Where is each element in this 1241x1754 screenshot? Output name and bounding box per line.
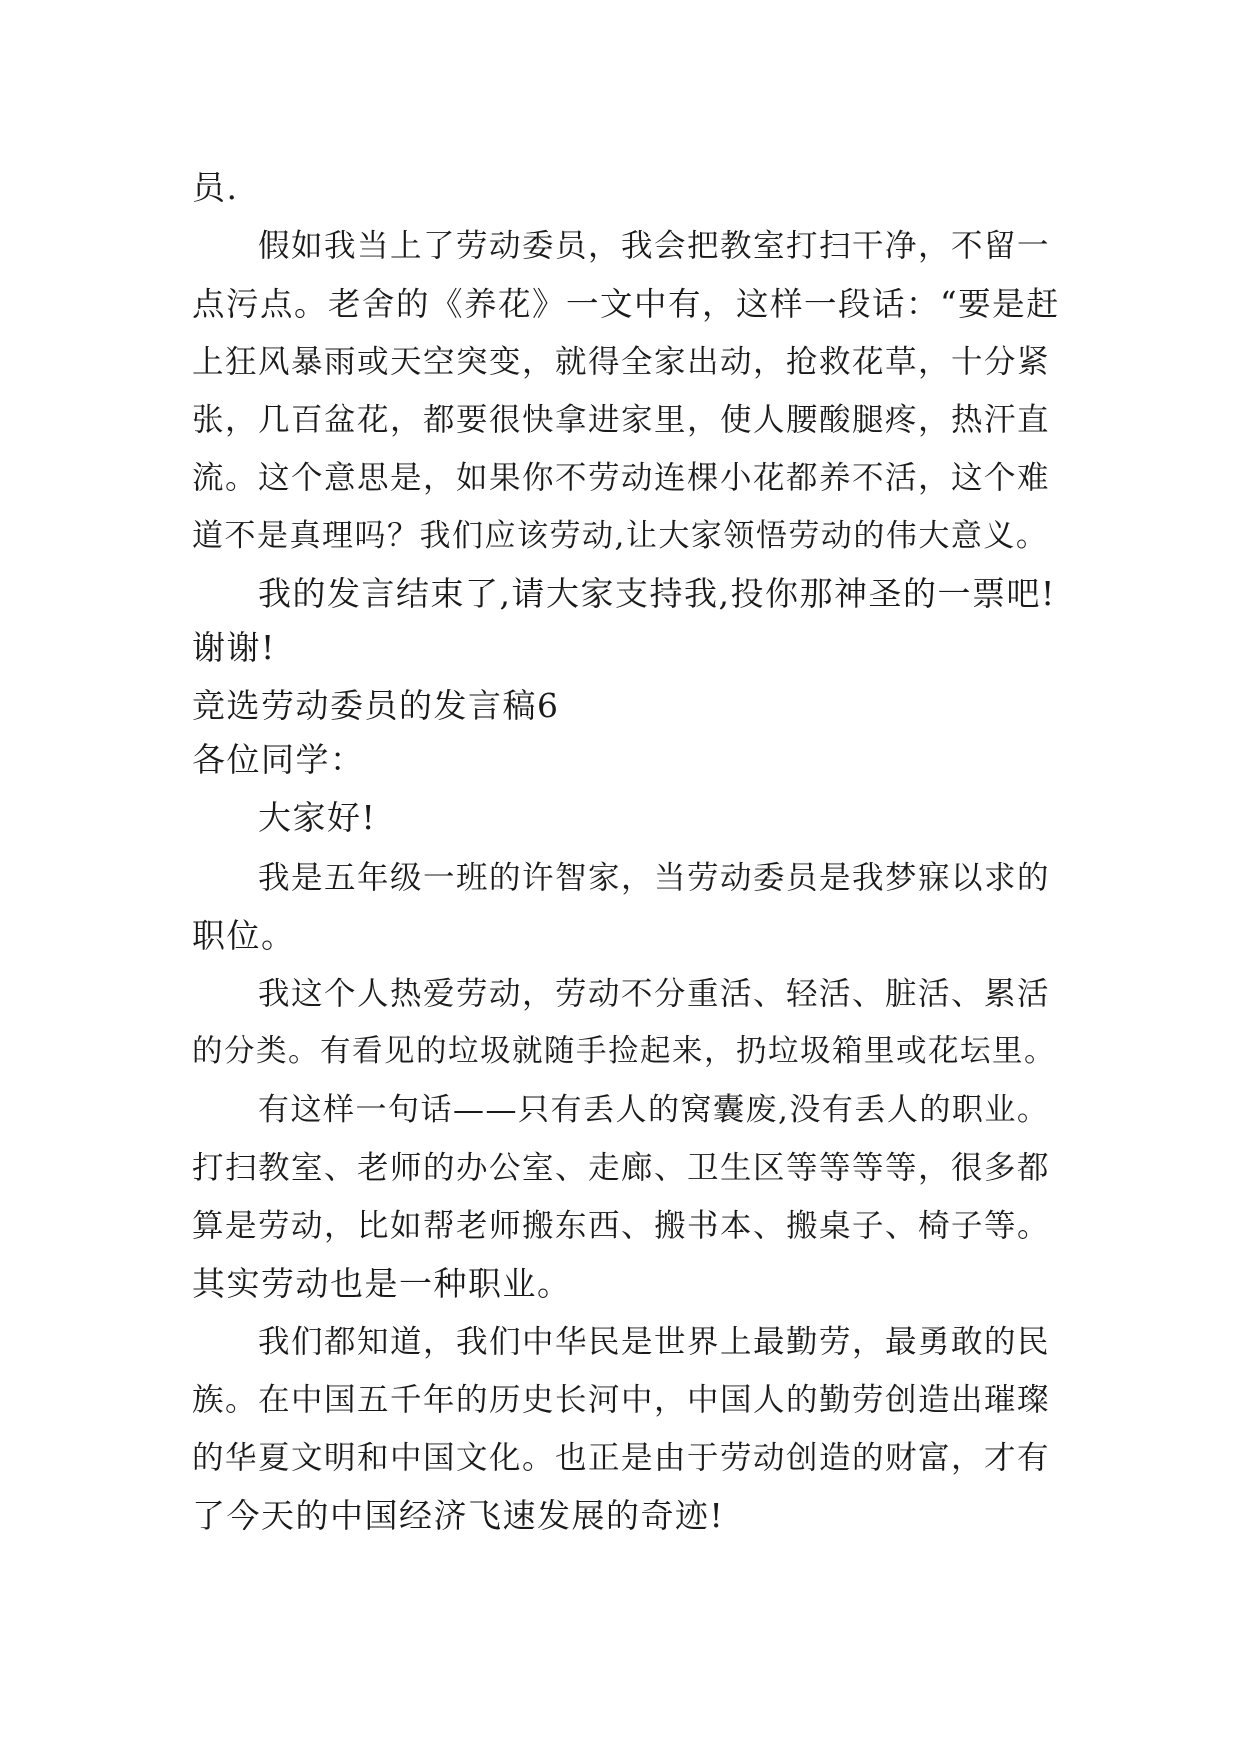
text-line: 点污点。老舍的《养花》一文中有，这样一段话：“要是赶: [192, 285, 1061, 323]
section-title: 竞选劳动委员的发言稿6: [192, 686, 560, 725]
text-line: 其实劳动也是一种职业。: [192, 1264, 572, 1303]
text-line: 上狂风暴雨或天空突变，就得全家出动，抢救花草，十分紧: [192, 344, 1051, 380]
text-line: 张，几百盆花，都要很快拿进家里，使人腰酸腿疼，热汗直: [192, 402, 1051, 438]
text-line: 族。在中国五千年的历史长河中，中国人的勤劳创造出璀璨: [192, 1382, 1051, 1418]
paragraph-first-line: 我这个人热爱劳动，劳动不分重活、轻活、脏活、累活: [258, 976, 1051, 1012]
text-line: 职位。: [192, 916, 296, 955]
text-line: 道不是真理吗？我们应该劳动,让大家领悟劳动的伟大意义。: [192, 518, 1049, 554]
paragraph-first-line: 有这样一句话——只有丢人的窝囊废,没有丢人的职业。: [258, 1092, 1050, 1128]
paragraph-first-line: 大家好!: [258, 798, 377, 837]
paragraph-first-line: 假如我当上了劳动委员，我会把教室打扫干净，不留一: [258, 228, 1051, 264]
text-line: 的分类。有看见的垃圾就随手捡起来，扔垃圾箱里或花坛里。: [192, 1034, 1056, 1069]
text-line: 的华夏文明和中国文化。也正是由于劳动创造的财富，才有: [192, 1440, 1051, 1476]
text-line: 打扫教室、老师的办公室、走廊、卫生区等等等等，很多都: [192, 1150, 1051, 1186]
text-line: 流。这个意思是，如果你不劳动连棵小花都养不活，这个难: [192, 460, 1051, 496]
text-line: 算是劳动，比如帮老师搬东西、搬书本、搬桌子、椅子等。: [192, 1208, 1051, 1244]
text-line: 员.: [192, 168, 239, 207]
salutation: 各位同学：: [192, 740, 365, 779]
paragraph-first-line: 我的发言结束了,请大家支持我,投你那神圣的一票吧!: [258, 574, 1056, 613]
paragraph-first-line: 我们都知道，我们中华民是世界上最勤劳，最勇敢的民: [258, 1324, 1051, 1360]
text-line: 了今天的中国经济飞速发展的奇迹!: [192, 1496, 725, 1535]
text-line: 谢谢!: [192, 628, 276, 667]
paragraph-first-line: 我是五年级一班的许智家，当劳动委员是我梦寐以求的: [258, 860, 1051, 896]
